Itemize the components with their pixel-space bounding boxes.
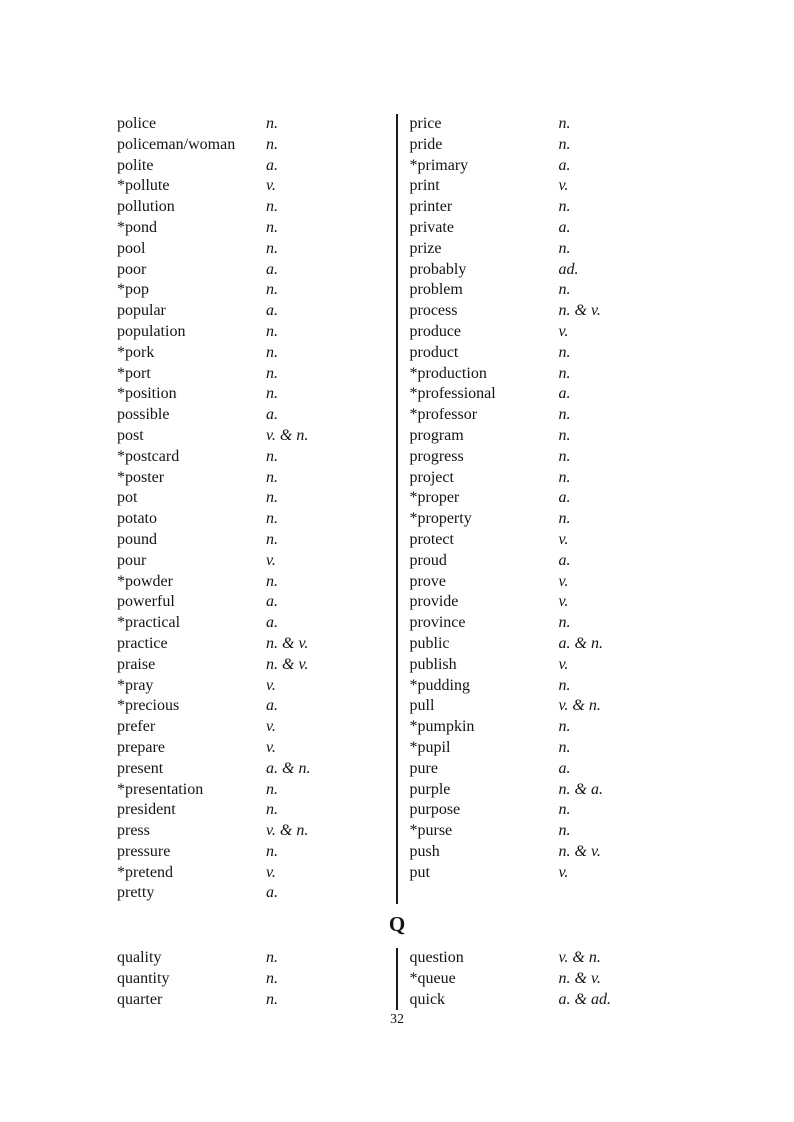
word-text: prefer <box>117 718 156 736</box>
pos-text: v. <box>266 738 276 756</box>
word-text: polite <box>117 156 154 174</box>
pos-text: n. <box>266 322 278 340</box>
word-entry <box>410 717 690 738</box>
word-text: *pray <box>117 676 154 694</box>
pos-text: v. <box>558 655 569 673</box>
pos-text: n. & v. <box>558 302 601 320</box>
pos-text: a. <box>266 406 278 424</box>
pos-text: a. <box>558 385 571 403</box>
pos-text: n. & a. <box>558 780 603 798</box>
pos-text: n. <box>266 949 278 966</box>
word-text: quality <box>117 949 162 966</box>
pos-text: a. <box>266 302 278 320</box>
pos-text: v. & n. <box>266 426 309 444</box>
word-text: purple <box>409 780 451 798</box>
pos-text: n. & v. <box>558 969 601 987</box>
word-text: purpose <box>409 801 461 819</box>
pos-text: n. & v. <box>266 634 309 652</box>
pos-text: n. <box>558 738 571 756</box>
word-text: process <box>409 302 458 320</box>
word-entry <box>410 990 690 1011</box>
word-text: put <box>409 863 430 881</box>
word-entry <box>410 468 690 489</box>
word-text: pull <box>409 697 435 715</box>
word-entry <box>410 655 690 676</box>
pos-text: v. <box>266 177 276 195</box>
pos-text: n. <box>266 990 278 1008</box>
word-entry <box>117 842 396 863</box>
section-q-heading: Q <box>388 912 406 936</box>
word-text: proud <box>409 551 447 569</box>
pos-text: n. <box>266 801 278 819</box>
pos-text: v. & n. <box>266 822 309 840</box>
pos-text: a. <box>266 884 278 902</box>
word-text: quick <box>409 990 446 1008</box>
word-text: *port <box>117 364 151 382</box>
page-number: 32 <box>390 1012 404 1027</box>
pos-text: n. <box>558 447 571 465</box>
q-word-list-section <box>117 948 690 1010</box>
word-entry <box>410 530 690 551</box>
word-entry <box>410 114 690 135</box>
word-text: produce <box>409 322 462 340</box>
pos-text: n. <box>558 135 571 153</box>
pos-text: v. <box>558 572 569 590</box>
word-entry <box>117 239 396 260</box>
pos-text: n. <box>558 426 571 444</box>
word-text: progress <box>409 447 464 465</box>
word-text: *pond <box>117 218 157 236</box>
pos-text: v. <box>558 530 569 548</box>
word-entry <box>117 301 396 322</box>
word-text: province <box>409 614 466 632</box>
pos-text: a. <box>558 759 571 777</box>
word-text: practice <box>117 634 168 652</box>
word-text: police <box>117 115 157 132</box>
word-text: pollution <box>117 198 175 216</box>
word-text: population <box>117 322 186 340</box>
pos-text: a. & n. <box>266 759 311 777</box>
pos-text: n. <box>266 135 278 153</box>
word-entry <box>410 634 690 655</box>
pos-text: n. <box>266 572 278 590</box>
word-entry <box>117 197 396 218</box>
word-entry <box>410 948 690 969</box>
word-entry <box>117 969 396 990</box>
word-text: push <box>409 842 440 860</box>
word-entry <box>410 863 690 884</box>
word-text: *presentation <box>117 780 204 798</box>
word-entry <box>117 696 396 717</box>
word-entry <box>117 948 396 969</box>
word-text: *property <box>409 510 472 528</box>
word-text: pure <box>409 759 438 777</box>
word-entry <box>410 322 690 343</box>
word-entry <box>410 696 690 717</box>
pos-text: n. <box>558 115 571 132</box>
pos-text: n. <box>266 780 278 798</box>
pos-text: ad. <box>558 260 579 278</box>
word-text: *pollute <box>117 177 170 195</box>
word-entry <box>410 842 690 863</box>
word-entry <box>117 509 396 530</box>
word-entry <box>117 676 396 697</box>
word-text: product <box>409 343 459 361</box>
word-entry <box>117 156 396 177</box>
word-entry <box>117 759 396 780</box>
word-entry <box>117 447 396 468</box>
word-text: popular <box>117 302 166 320</box>
p-left-column <box>117 114 396 904</box>
word-text: *poster <box>117 468 165 486</box>
pos-text: n. <box>266 842 278 860</box>
word-entry <box>117 218 396 239</box>
word-text: prize <box>409 239 442 257</box>
word-entry <box>410 176 690 197</box>
word-entry <box>410 156 690 177</box>
word-text: *powder <box>117 572 173 590</box>
word-text: *pumpkin <box>409 718 475 736</box>
word-text: *primary <box>409 156 469 174</box>
word-entry <box>117 990 396 1011</box>
pos-text: n. <box>558 364 571 382</box>
p-right-column <box>398 114 690 904</box>
pos-text: n. <box>266 489 278 507</box>
word-entry <box>117 468 396 489</box>
word-entry <box>117 634 396 655</box>
word-text: *pupil <box>409 738 451 756</box>
word-entry <box>410 426 690 447</box>
word-text: pour <box>117 551 147 569</box>
word-entry <box>117 613 396 634</box>
word-text: possible <box>117 406 170 424</box>
pos-text: n. <box>558 718 571 736</box>
word-entry <box>117 883 396 904</box>
pos-text: a. <box>266 614 278 632</box>
pos-text: a. <box>266 593 278 611</box>
word-text: potato <box>117 510 157 528</box>
word-entry <box>410 280 690 301</box>
word-entry <box>117 717 396 738</box>
word-entry <box>117 780 396 801</box>
word-entry <box>117 551 396 572</box>
word-text: *postcard <box>117 447 180 465</box>
pos-text: n. <box>558 801 571 819</box>
word-text: *pretend <box>117 863 173 881</box>
pos-text: n. <box>266 239 278 257</box>
word-text: president <box>117 801 176 819</box>
word-entry <box>117 800 396 821</box>
word-text: quarter <box>117 990 163 1008</box>
word-text: policeman/woman <box>117 135 236 153</box>
pos-text: n. <box>558 281 571 299</box>
word-text: provide <box>409 593 459 611</box>
word-entry <box>117 343 396 364</box>
word-entry <box>117 863 396 884</box>
pos-text: a. <box>558 551 571 569</box>
pos-text: n. <box>558 676 571 694</box>
word-text: powerful <box>117 593 175 611</box>
word-entry <box>410 738 690 759</box>
word-text: pool <box>117 239 146 257</box>
word-text: pressure <box>117 842 171 860</box>
pos-text: v. & n. <box>558 949 601 966</box>
pos-text: v. <box>266 676 276 694</box>
word-entry <box>117 488 396 509</box>
pos-text: n. <box>558 822 571 840</box>
pos-text: n. <box>266 364 278 382</box>
pos-text: a. <box>558 218 571 236</box>
word-text: probably <box>409 260 467 278</box>
word-entry <box>117 738 396 759</box>
pos-text: n. <box>266 468 278 486</box>
pos-text: a. <box>266 156 278 174</box>
word-entry <box>410 135 690 156</box>
word-entry <box>117 530 396 551</box>
word-entry <box>410 551 690 572</box>
word-text: *pop <box>117 281 149 299</box>
q-right-column <box>398 948 690 1010</box>
pos-text: a. <box>558 156 571 174</box>
pos-text: v. <box>558 322 569 340</box>
word-text: print <box>409 177 440 195</box>
pos-text: n. <box>558 343 571 361</box>
word-entry <box>410 364 690 385</box>
word-entry <box>410 239 690 260</box>
word-entry <box>117 260 396 281</box>
pos-text: a. <box>266 697 278 715</box>
word-text: program <box>409 426 464 444</box>
word-entry <box>117 572 396 593</box>
pos-text: n. <box>558 510 571 528</box>
pos-text: n. <box>266 343 278 361</box>
word-text: present <box>117 759 164 777</box>
word-text: *purse <box>409 822 453 840</box>
pos-text: v. & n. <box>558 697 601 715</box>
pos-text: n. <box>266 510 278 528</box>
q-left-column <box>117 948 396 1010</box>
word-text: *professor <box>409 406 478 424</box>
word-entry <box>117 280 396 301</box>
pos-text: n. <box>558 614 571 632</box>
word-entry <box>410 969 690 990</box>
word-entry <box>410 218 690 239</box>
word-text: *pudding <box>409 676 470 694</box>
word-entry <box>410 405 690 426</box>
word-text: poor <box>117 260 147 278</box>
pos-text: n. <box>266 969 278 987</box>
word-text: publish <box>409 655 457 673</box>
word-entry <box>410 447 690 468</box>
pos-text: v. <box>266 551 276 569</box>
word-entry <box>410 260 690 281</box>
word-text: problem <box>409 281 463 299</box>
word-text: *production <box>409 364 487 382</box>
word-entry <box>410 301 690 322</box>
pos-text: n. <box>266 447 278 465</box>
pos-text: a. <box>266 260 278 278</box>
word-text: question <box>409 949 464 966</box>
pos-text: a. & ad. <box>558 990 611 1008</box>
word-entry <box>410 343 690 364</box>
pos-text: v. <box>266 863 276 881</box>
pos-text: n. <box>266 115 278 132</box>
word-entry <box>117 176 396 197</box>
word-text: price <box>409 115 442 132</box>
word-text: *precious <box>117 697 180 715</box>
pos-text: n. <box>558 198 571 216</box>
pos-text: n. <box>266 281 278 299</box>
pos-text: n. <box>558 239 571 257</box>
word-entry <box>410 800 690 821</box>
word-entry <box>117 135 396 156</box>
pos-text: v. <box>558 863 569 881</box>
word-text: public <box>409 634 450 652</box>
word-entry <box>410 592 690 613</box>
word-text: pretty <box>117 884 155 902</box>
word-entry <box>117 655 396 676</box>
word-entry <box>410 821 690 842</box>
word-entry <box>117 322 396 343</box>
word-text: prepare <box>117 738 165 756</box>
word-entry <box>117 405 396 426</box>
word-text: *pork <box>117 343 155 361</box>
word-text: praise <box>117 655 156 673</box>
pos-text: v. <box>558 177 569 195</box>
pos-text: a. & n. <box>558 634 603 652</box>
word-text: project <box>409 468 454 486</box>
word-entry <box>410 384 690 405</box>
word-text: printer <box>409 198 453 216</box>
pos-text: n. & v. <box>558 842 601 860</box>
pos-text: n. <box>558 406 571 424</box>
word-entry <box>117 426 396 447</box>
word-entry <box>410 197 690 218</box>
word-entry <box>410 572 690 593</box>
pos-text: n. <box>266 385 278 403</box>
pos-text: n. <box>266 530 278 548</box>
word-entry <box>410 676 690 697</box>
word-text: *practical <box>117 614 181 632</box>
word-entry <box>117 592 396 613</box>
word-text: *position <box>117 385 177 403</box>
p-word-list-section <box>117 114 690 904</box>
word-entry <box>410 488 690 509</box>
word-text: pot <box>117 489 138 507</box>
pos-text: n. & v. <box>266 655 309 673</box>
pos-text: v. <box>558 593 569 611</box>
pos-text: v. <box>266 718 276 736</box>
word-text: protect <box>409 530 454 548</box>
word-entry <box>117 384 396 405</box>
word-text: *proper <box>409 489 460 507</box>
word-text: private <box>409 218 454 236</box>
word-entry <box>117 821 396 842</box>
word-entry <box>410 613 690 634</box>
word-text: *queue <box>409 969 456 987</box>
word-text: pound <box>117 530 157 548</box>
word-entry <box>117 114 396 135</box>
pos-text: n. <box>266 198 278 216</box>
word-entry <box>117 364 396 385</box>
word-entry <box>410 509 690 530</box>
pos-text: a. <box>558 489 571 507</box>
word-text: *professional <box>409 385 496 403</box>
pos-text: n. <box>266 218 278 236</box>
pos-text: n. <box>558 468 571 486</box>
word-entry <box>410 759 690 780</box>
word-text: post <box>117 426 144 444</box>
word-entry <box>410 780 690 801</box>
word-text: prove <box>409 572 446 590</box>
word-text: press <box>117 822 150 840</box>
word-text: pride <box>409 135 443 153</box>
word-text: quantity <box>117 969 170 987</box>
